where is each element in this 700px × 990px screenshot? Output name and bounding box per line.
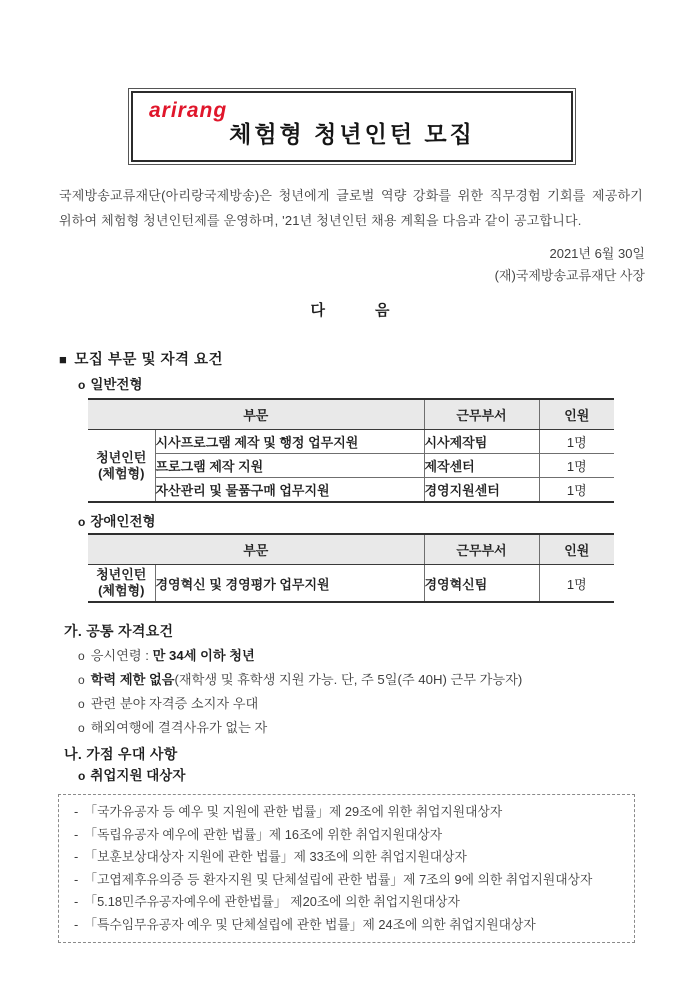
table-row — [88, 454, 614, 478]
disabled-recruit-table — [88, 533, 614, 603]
item-text-bold: 학력 제한 없음 — [90, 672, 175, 687]
dash-bullet-icon: - — [74, 871, 79, 887]
col-header-count: 인원 — [539, 399, 614, 430]
subsection-general — [78, 375, 700, 395]
law-item — [72, 801, 626, 824]
law-item — [72, 869, 626, 892]
square-bullet-icon: ■ — [59, 352, 68, 367]
circle-bullet-icon: o — [78, 673, 85, 687]
employment-support-subtitle — [78, 766, 700, 786]
notice-title: 체험형 청년인턴 모집 — [229, 121, 475, 147]
item-text-pre: 관련 분야 자격증 소지자 우대 — [90, 696, 259, 711]
row-group-label — [88, 430, 155, 503]
circle-bullet-icon: o — [78, 697, 85, 711]
table-header-row — [88, 399, 614, 430]
row-label-line1: 청년인턴 — [96, 567, 147, 582]
circle-bullet-icon: o — [78, 649, 85, 663]
qualification-item — [78, 668, 700, 692]
dash-bullet-icon: - — [74, 804, 79, 819]
section-heading-recruit-label: 모집 부문 및 자격 요건 — [74, 352, 224, 368]
item-text-post: (재학생 및 휴학생 지원 가능. 단, 주 5일(주 40H) 근무 가능자) — [174, 672, 523, 687]
col-header-part: 부문 — [88, 399, 424, 430]
row-label-line2: (체험형) — [98, 465, 145, 481]
cell-part: 자산관리 및 물품구매 업무지원 — [155, 478, 424, 503]
circle-bullet-icon: o — [78, 721, 85, 735]
qualification-item — [78, 692, 700, 716]
qualification-item — [78, 644, 700, 668]
cell-part: 시사프로그램 제작 및 행정 업무지원 — [155, 430, 424, 454]
cell-dept: 제작센터 — [424, 454, 539, 478]
signer-line: (재)국제방송교류재단 사장 — [494, 268, 645, 283]
signature-block — [0, 243, 645, 287]
qualification-item — [78, 716, 700, 740]
date-line: 2021년 6월 30일 — [549, 246, 645, 261]
circle-bullet-icon: o — [78, 769, 86, 783]
col-header-dept: 근무부서 — [424, 399, 539, 430]
arirang-logo: arirang — [149, 99, 228, 122]
table-row — [88, 478, 614, 503]
dash-bullet-icon: - — [74, 826, 79, 842]
cell-count: 1명 — [539, 454, 614, 478]
subsection-disabled — [78, 512, 700, 532]
cell-dept: 경영지원센터 — [424, 478, 539, 503]
law-item-text: 「특수임무유공자 예우 및 단체설립에 관한 법률」제 24조에 의한 취업지원대상자 — [84, 916, 536, 932]
cell-count: 1명 — [539, 565, 614, 603]
subsection-general-label: 일반전형 — [90, 377, 143, 392]
dash-bullet-icon: - — [74, 894, 79, 909]
law-item-text: 「독립유공자 예우에 관한 법률」제 16조에 위한 취업지원대상자 — [84, 826, 443, 842]
row-label-line2: (체험형) — [98, 583, 145, 598]
cell-count: 1명 — [539, 430, 614, 454]
cell-dept: 시사제작팀 — [424, 430, 539, 454]
section-heading-recruit — [59, 349, 700, 371]
item-text-pre: 응시연령 : — [90, 648, 153, 663]
law-list-box — [58, 794, 635, 943]
circle-bullet-icon: o — [78, 515, 86, 529]
qualification-list — [78, 644, 700, 740]
law-item — [72, 914, 626, 937]
dash-bullet-icon: - — [74, 849, 79, 864]
cell-count: 1명 — [539, 478, 614, 503]
law-item-text: 「보훈보상대상자 지원에 관한 법률」제 33조에 의한 취업지원대상자 — [84, 849, 467, 864]
intro-paragraph — [59, 183, 643, 233]
cell-dept: 경영혁신팀 — [424, 565, 539, 603]
law-item — [72, 846, 626, 869]
table-header-row — [88, 534, 614, 565]
table-row — [88, 430, 614, 454]
intro-line-2: 위하여 체험형 청년인턴제를 운영하며, '21년 청년인턴 채용 계획을 다음과 같이 공고합니다. — [59, 213, 582, 228]
cell-part: 경영혁신 및 경영평가 업무지원 — [155, 565, 424, 603]
row-group-label — [88, 565, 155, 603]
col-header-count: 인원 — [539, 534, 614, 565]
employment-support-subtitle-label: 취업지원 대상자 — [90, 768, 186, 783]
item-text-pre: 해외여행에 결격사유가 없는 자 — [90, 720, 268, 735]
law-item — [72, 891, 626, 914]
cell-part: 프로그램 제작 지원 — [155, 454, 424, 478]
section-heading-common-qualifications: 가. 공통 자격요건 — [64, 623, 174, 639]
col-header-part: 부문 — [88, 534, 424, 565]
subsection-disabled-label: 장애인전형 — [90, 514, 156, 529]
item-text-bold: 만 34세 이하 청년 — [152, 648, 255, 663]
masthead-inner-border — [131, 91, 573, 162]
section-heading-bonus: 나. 가점 우대 사항 — [64, 746, 178, 762]
masthead-box — [128, 88, 576, 165]
row-label-line1: 청년인턴 — [96, 449, 147, 465]
dash-bullet-icon: - — [74, 916, 79, 932]
law-item-text: 「5.18민주유공자예우에 관한법률」 제20조에 의한 취업지원대상자 — [84, 894, 460, 909]
law-item-text: 「국가유공자 등 예우 및 지원에 관한 법률」제 29조에 위한 취업지원대상자 — [84, 804, 503, 819]
follows-divider: 다 음 — [310, 302, 390, 319]
law-item — [72, 824, 626, 847]
table-row — [88, 565, 614, 603]
law-item-text: 「고엽제후유의증 등 환자지원 및 단체설립에 관한 법률」제 7조의 9에 의한 취업지원대상자 — [84, 871, 593, 887]
circle-bullet-icon: o — [78, 378, 86, 392]
intro-line-1: 국제방송교류재단(아리랑국제방송)은 청년에게 글로벌 역량 강화를 위한 직무경험 기회를 제공하기 — [59, 188, 643, 203]
general-recruit-table — [88, 398, 614, 503]
col-header-dept: 근무부서 — [424, 534, 539, 565]
